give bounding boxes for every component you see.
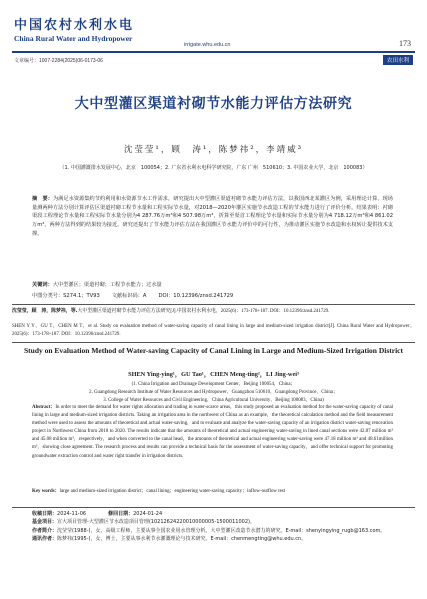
received-label: 收稿日期： xyxy=(32,511,58,517)
keywords-en xyxy=(32,488,393,496)
keywords-en-text: large and medium-sized irrigation district；canal lining；engineering water-saving capacity；inflow-outflow test xyxy=(59,489,286,494)
abstract-en xyxy=(32,404,393,487)
header-rule xyxy=(12,51,415,53)
title-en: Study on Evaluation Method of Water-saving Capacity of Canal Lining in Large and Medium-Sized Irrigation District xyxy=(24,346,403,355)
fund-row xyxy=(32,518,407,526)
affiliations-en xyxy=(0,381,427,405)
fund-text: 宣大项目管理-大型灌区节水改造项目管理(10212624220010000005-1500011002)。 xyxy=(57,519,255,526)
citation-cn xyxy=(12,307,415,316)
article-footnotes xyxy=(32,510,407,543)
corresponding-label: 通讯作者： xyxy=(32,535,58,542)
article-number: 文章编号：1007-2284(2025)06-0173-06 xyxy=(14,58,103,64)
author-row xyxy=(32,527,407,535)
keywords-cn xyxy=(32,281,393,288)
clc-number: 中图分类号：S274.1；TV93 xyxy=(32,293,100,299)
abstract-cn xyxy=(32,195,393,281)
journal-url[interactable]: irrigate.whu.edu.cn xyxy=(184,42,231,48)
citation-en: SHEN Y Y，GU T，CHEN M T，et al. Study on evaluation method of water-saving capacity of canal lining in large and medium-sized irrigation district[J]. China Rural Water and Hydropower，2025(6)：173-178+187. DOI：10.12396/znsd.241729. xyxy=(12,324,415,337)
divider xyxy=(12,507,415,508)
affiliation-en-line: 3. College of Water Resources and Civil Engineering，China Agricultural University，Beijing 100083，China) xyxy=(103,398,324,403)
citation-cn-text: 大中型灌区渠道衬砌节水能力评估方法研究[J].中国农村水利水电，2025(6)：173-178+187. DOI：10.12396/znsd.241729. xyxy=(77,309,330,314)
abstract-cn-label: 摘 要： xyxy=(32,196,53,202)
classification-line xyxy=(32,292,393,299)
keywords-en-label: Key words： xyxy=(32,489,60,494)
doi[interactable]: DOI：10.12396/znsd.241729 xyxy=(158,293,234,299)
divider xyxy=(12,304,415,305)
doc-code: 文献标识码：A xyxy=(111,293,147,299)
affiliation-en-line: (1. China Irrigation and Drainage Development Center，Beijing 100054，China； xyxy=(131,382,296,387)
corresponding-row xyxy=(32,535,407,543)
authors-en: SHEN Ying-ying¹，GU Tao¹，CHEN Meng-ting²，LI Jing-wei³ xyxy=(128,371,299,378)
journal-header xyxy=(0,0,427,66)
corresponding-text: 陈梦祎(1995-)，女，博士，主要从事水利节水灌溉理论与技术研究。E-mail：chenmengting@whu.edu.cn。 xyxy=(57,535,307,542)
authors-cn: 沈莹莹¹，顾 涛¹，陈梦祎²，李靖威³ xyxy=(123,145,304,155)
journal-logo-cn: 中国农村水利水电 xyxy=(14,18,135,33)
abstract-en-label: Abstract： xyxy=(32,405,56,410)
section-tag: 农田水利 xyxy=(383,55,413,65)
keywords-cn-text: 大中型灌区；渠道衬砌；工程节水能力；过水量 xyxy=(52,282,162,288)
page-number: 173 xyxy=(399,39,411,48)
fund-label: 基金项目： xyxy=(32,519,58,526)
author-text: 沈莹莹(1988-)，女，高级工程师，主要从事全国农业用水管理分析、大中型灌区改造节水潜力的研究。E-mail：shenyingying_rugb@163.com。 xyxy=(57,527,386,534)
divider xyxy=(12,342,415,343)
revised-date: 2024-01-24 xyxy=(133,511,163,517)
abstract-cn-text: 为满足水资源集约节约利用和水资源节水工作需求，研究提出大中型灌区渠道衬砌节水能力评估方法，以我国西北某灌区为例，采用理论计算、现场量测两种方法分别计算评估区渠道衬砌工程节水量和工程实际节水量，对2018—2020年灌区实施节水改造工程的节水能力进行了评价分析。结果表明：衬砌渠段工程理论节水量和工程实际节水量分别为4 287.76万m³和4 507.98万m³，折算至渠首工程理论节水量和实际节水量分别为4 718.12万m³和4 861.02万m³，两种方法得到的结果较为接近。研究还提出了节水能力评估方法在我国灌区节水能力评价中的可行性，为推动灌区实施节水改造和水权转让提供技术支撑。 xyxy=(32,196,393,237)
keywords-cn-label: 关键词： xyxy=(32,282,53,288)
title-cn: 大中型灌区渠道衬砌节水能力评估方法研究 xyxy=(74,96,353,112)
affiliation-en-line: 2. Guangdong Research Institute of Water Resources and Hydropower，Guangzhou 510610，Guangdong Province，China； xyxy=(89,390,338,395)
journal-logo-en: China Rural Water and Hydropower xyxy=(14,34,133,43)
author-label: 作者简介： xyxy=(32,527,58,534)
revised-label: 修回日期： xyxy=(108,511,134,517)
affiliations-cn: （1. 中国灌溉排水发展中心，北京 100054；2. 广东省水利水电科学研究院，广东 广州 510610；3. 中国农业大学，北京 100083） xyxy=(59,165,368,171)
abstract-en-text: In order to meet the demand for water rights allocation and trading in water-scarce areas，this study proposed an evaluation method for the water-saving capacity of canal lining in large and medium-sized irrigation districts. Taking an irrigation area in the northwest of China as an example，the theoretical calculation method and the field measurement method were used to assess the amounts of theoretical and actual water-saving，and to evaluate and analyze the water-saving capacity of an irrigation district water-saving renovation project in Northwest China from 2018 to 2020. The results indicate that the amounts of theoretical and actual engineering water-saving in lined canal sections were 42.87 million m³ and 45.08 million m³，respectively，and when converted to the canal head，the amounts of theoretical and actual engineering water-saving were 47.18 million m³ and 48.61million m³，showing close agreement. The research process and results can provide a technical basis for the assessment of water-saving capacity，and offer technical support for promoting groundwater extraction control and water right transfer in irrigation districts. xyxy=(32,405,393,459)
received-date: 2024-11-06 xyxy=(57,511,87,517)
citation-cn-prefix: 沈莹莹，顾 涛，陈梦祎，等. xyxy=(12,308,78,314)
dates-row xyxy=(32,510,407,518)
